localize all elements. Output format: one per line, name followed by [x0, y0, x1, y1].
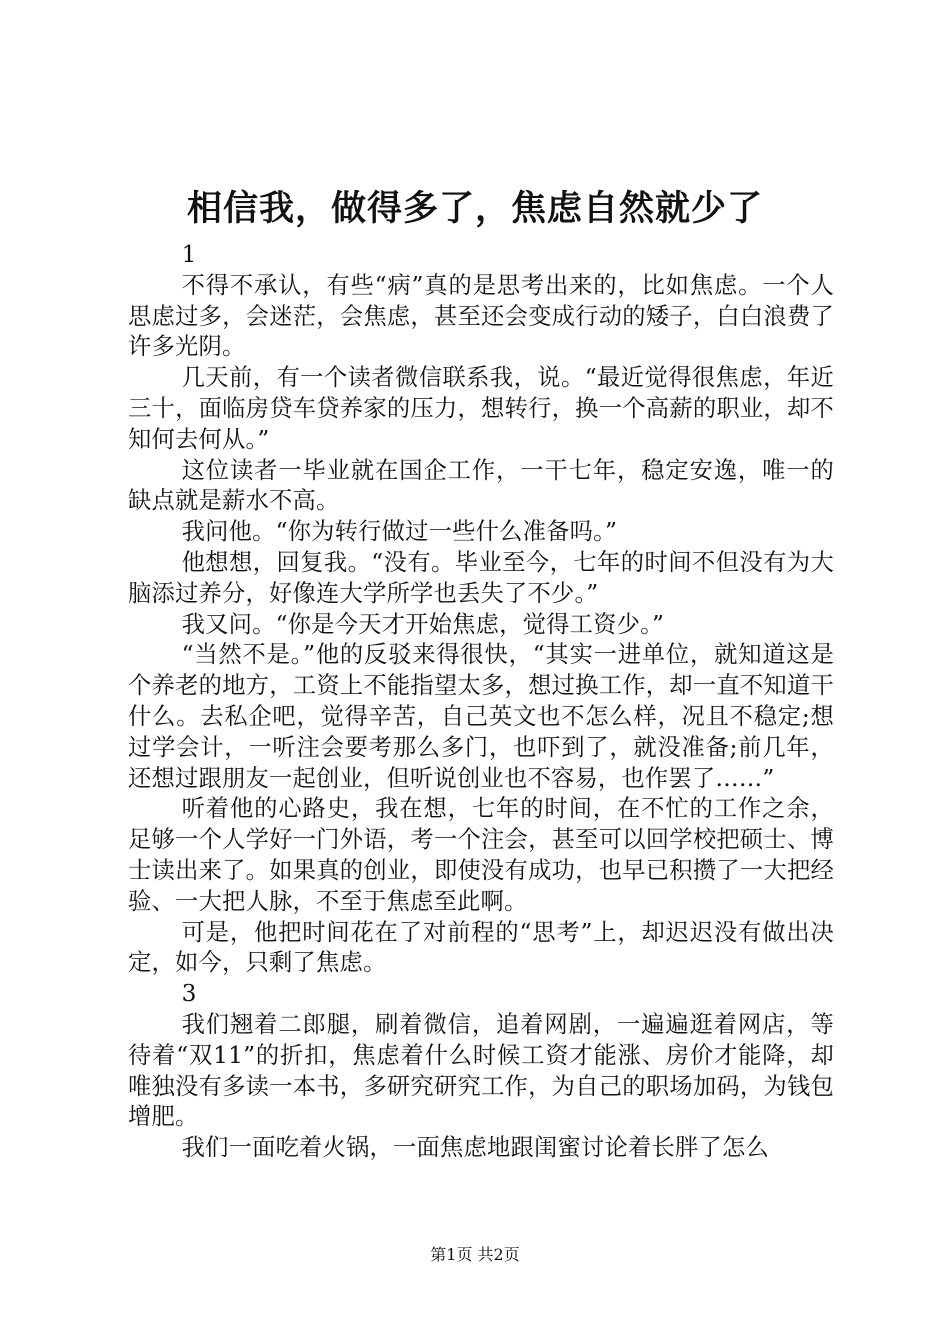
section-number: 3: [181, 980, 197, 1008]
page-footer: 第1页 共2页: [430, 1245, 520, 1264]
paragraph: 我又问。“你是今天才开始焦虑，觉得工资少。”: [181, 610, 665, 638]
paragraph: 他想想，回复我。“没有。毕业至今，七年的时间不但没有为大脑添过养分，好像连大学所学也丢失了不少。”: [128, 548, 834, 607]
paragraph: 听着他的心路史，我在想，七年的时间，在不忙的工作之余，足够一个人学好一门外语，考一个注会，甚至可以回学校把硕士、博士读出来了。如果真的创业，即使没有成功，也早已积攒了一大把经验、一大把人脉，不至于焦虑至此啊。: [128, 795, 834, 915]
paragraph: 我们翘着二郎腿，刷着微信，追着网剧，一遍遍逛着网店，等待着“双11”的折扣，焦虑着什么时候工资才能涨、房价才能降，却唯独没有多读一本书，多研究研究工作，为自己的职场加码，为钱包增肥。: [128, 1010, 834, 1131]
document-body: [128, 240, 834, 1164]
paragraph: 这位读者一毕业就在国企工作，一干七年，稳定安逸，唯一的缺点就是薪水不高。: [128, 456, 834, 515]
paragraph: 我们一面吃着火锅，一面焦虑地跟闺蜜讨论着长胖了怎么: [181, 1134, 769, 1162]
paragraph: “当然不是。”他的反驳来得很快，“其实一进单位，就知道这是个养老的地方，工资上不能指望太多，想过换工作，却一直不知道干什么。去私企吧，觉得辛苦，自己英文也不怎么样，况且不稳定;想过学会计，一听注会要考那么多门，也吓到了，就没准备;前几年，还想过跟朋友一起创业，但听说创业也不容易，也作罢了……”: [128, 641, 834, 792]
document-title: 相信我，做得多了，焦虑自然就少了: [186, 188, 763, 229]
section-number: 1: [181, 241, 197, 268]
paragraph: 不得不承认，有些“病”真的是思考出来的，比如焦虑。一个人思虑过多，会迷茫，会焦虑，甚至还会变成行动的矮子，白白浪费了许多光阴。: [128, 271, 834, 361]
paragraph: 我问他。“你为转行做过一些什么准备吗。”: [181, 518, 618, 546]
paragraph: 可是，他把时间花在了对前程的“思考”上，却迟迟没有做出决定，如今，只剩了焦虑。: [128, 918, 834, 977]
paragraph: 几天前，有一个读者微信联系我，说。“最近觉得很焦虑，年近三十，面临房贷车贷养家的压力，想转行，换一个高薪的职业，却不知何去何从。”: [128, 364, 834, 453]
